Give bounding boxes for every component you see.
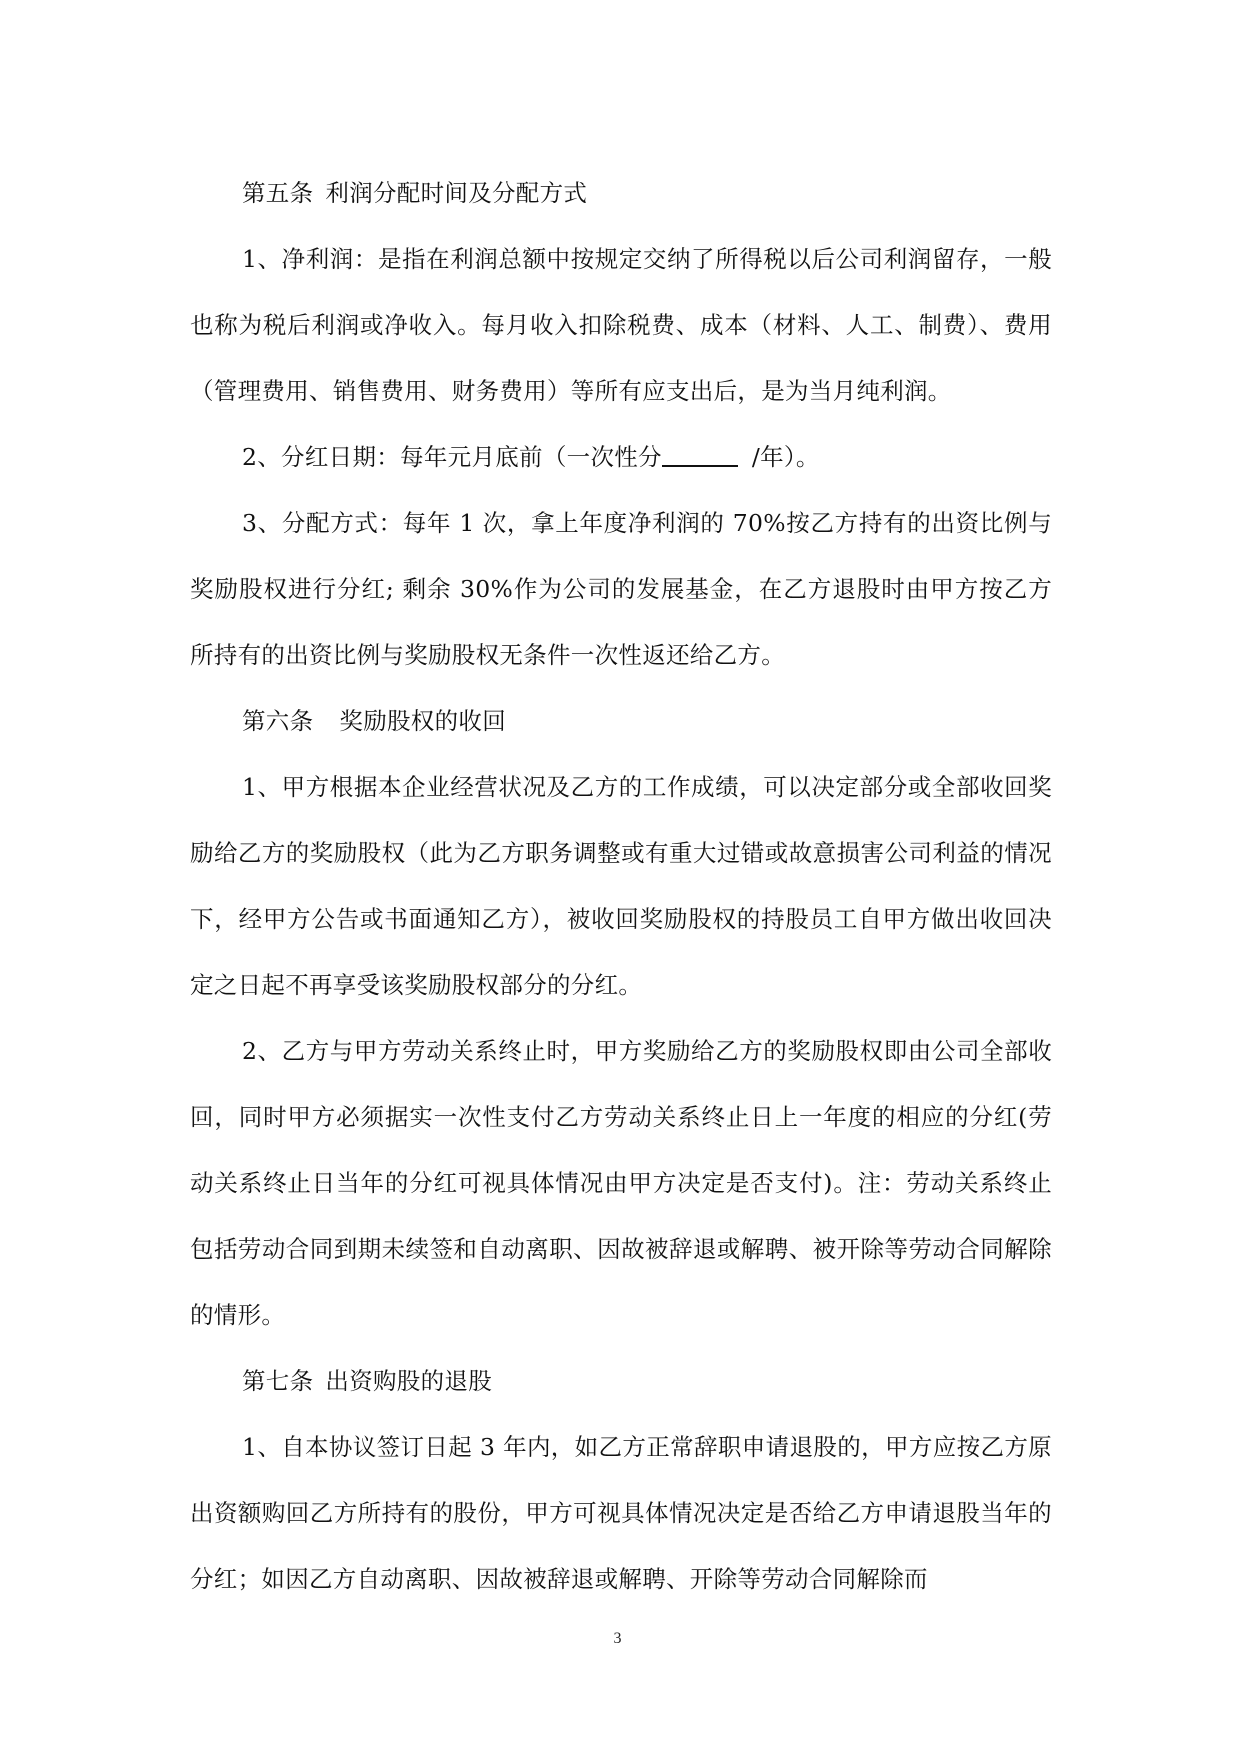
article-7-heading (190, 1348, 1052, 1414)
article-6-paragraph-1: 1、甲方根据本企业经营状况及乙方的工作成绩，可以决定部分或全部收回奖励给乙方的奖励股权（此为乙方职务调整或有重大过错或故意损害公司利益的情况下，经甲方公告或书面通知乙方），被收回奖励股权的持股员工自甲方做出收回决定之日起不再享受该奖励股权部分的分红。 (190, 773, 1052, 999)
article-7-paragraph-1: 1、自本协议签订日起 3 年内，如乙方正常辞职申请退股的，甲方应按乙方原出资额购回乙方所持有的股份，甲方可视具体情况决定是否给乙方申请退股当年的分红；如因乙方自动离职、因故被辞退或解聘、开除等劳动合同解除而 (190, 1433, 1052, 1593)
article-6-number: 第六条 (242, 707, 314, 735)
article-5-title: 利润分配时间及分配方式 (325, 179, 588, 207)
article-7-title: 出资购股的退股 (325, 1367, 493, 1395)
document-body (190, 160, 1052, 1612)
dividend-date-suffix: /年）。 (751, 443, 820, 471)
article-7-number: 第七条 (242, 1367, 314, 1395)
article-5-heading (190, 160, 1052, 226)
article-5-paragraph-3: 3、分配方式：每年 1 次，拿上年度净利润的 70%按乙方持有的出资比例与奖励股权进行分红; 剩余 30%作为公司的发展基金，在乙方退股时由甲方按乙方所持有的出资比例与奖励股权无条件一次性返还给乙方。 (190, 509, 1052, 669)
article-6-heading (190, 688, 1052, 754)
dividend-date-text: 2、分红日期：每年元月底前（一次性分 (242, 443, 662, 471)
page-number: 3 (613, 1630, 622, 1647)
fill-in-blank (662, 443, 738, 467)
article-5-number: 第五条 (242, 179, 314, 207)
article-6-title: 奖励股权的收回 (339, 707, 507, 735)
article-5-paragraph-1: 1、净利润：是指在利润总额中按规定交纳了所得税以后公司利润留存，一般也称为税后利润或净收入。每月收入扣除税费、成本（材料、人工、制费）、费用（管理费用、销售费用、财务费用）等所有应支出后，是为当月纯利润。 (190, 245, 1052, 405)
article-5-paragraph-2 (190, 424, 1052, 490)
article-6-paragraph-2: 2、乙方与甲方劳动关系终止时，甲方奖励给乙方的奖励股权即由公司全部收回，同时甲方必须据实一次性支付乙方劳动关系终止日上一年度的相应的分红(劳动关系终止日当年的分红可视具体情况由甲方决定是否支付)。注：劳动关系终止包括劳动合同到期未续签和自动离职、因故被辞退或解聘、被开除等劳动合同解除的情形。 (190, 1037, 1052, 1329)
